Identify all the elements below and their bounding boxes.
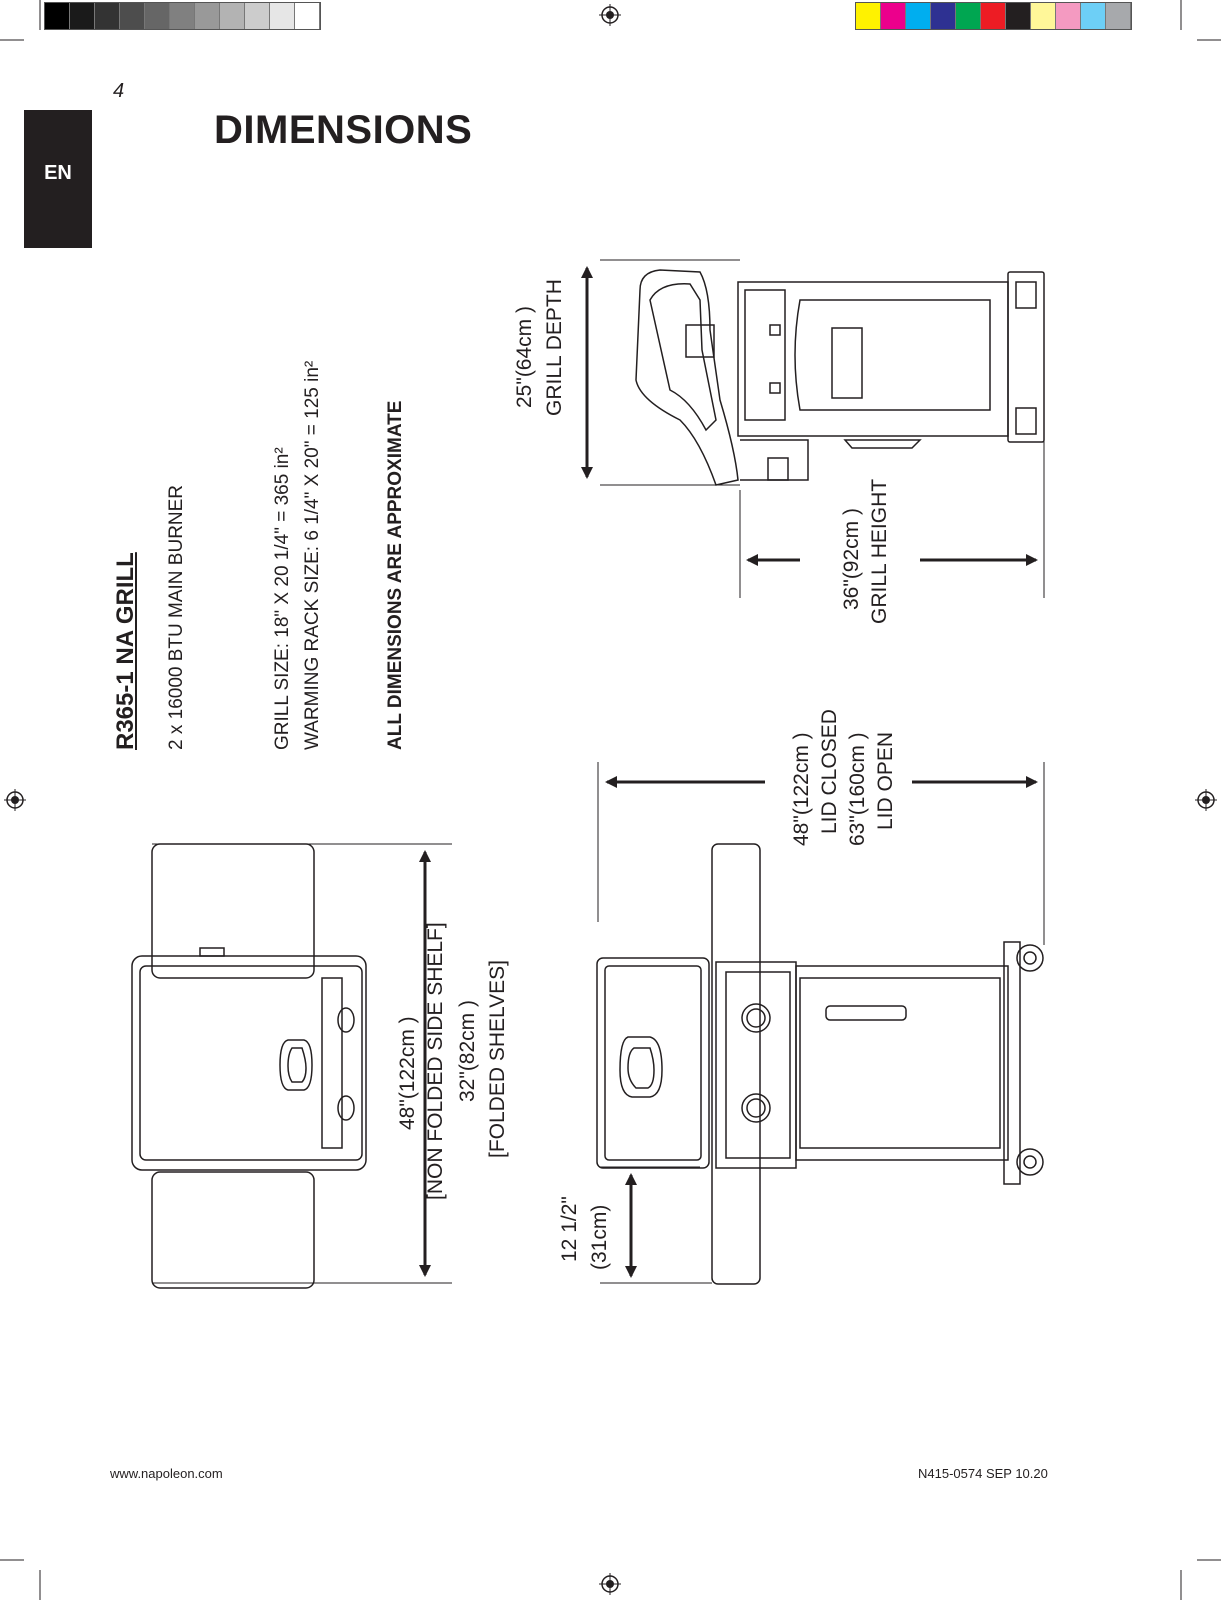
footer-doc-number: N415-0574 SEP 10.20 [918,1466,1048,1481]
height-label: GRILL HEIGHT [868,478,891,624]
top-view-drawing [132,844,366,1288]
lid-open-value: 63"(160cm ) [846,732,869,846]
width-value: 48"(122cm ) [396,1016,419,1130]
lid-closed-label: LID CLOSED [818,709,841,834]
width-label: [NON FOLDED SIDE SHELF] [424,922,447,1200]
language-label: EN [44,162,72,184]
burner-spec: 2 x 16000 BTU MAIN BURNER [166,484,187,750]
depth-value: 25"(64cm ) [513,306,536,408]
page-title: DIMENSIONS [214,108,473,152]
warming-rack-spec: WARMING RACK SIZE: 6 1/4" X 20" = 125 in² [302,360,323,750]
lid-open-label: LID OPEN [874,731,897,830]
folded-label: [FOLDED SHELVES] [486,959,509,1158]
approximate-note: ALL DIMENSIONS ARE APPROXIMATE [385,400,406,750]
depth-label: GRILL DEPTH [543,279,566,416]
folded-value: 32"(82cm ) [456,1000,479,1102]
lid-closed-value: 48"(122cm ) [790,732,813,846]
grill-size-spec: GRILL SIZE: 18" X 20 1/4" = 365 in² [272,447,293,750]
side-view-drawing [636,270,1044,485]
height-value: 36"(92cm ) [840,508,863,610]
shelf-drop-value: 12 1/2" [558,1196,581,1262]
page-number: 4 [113,80,125,102]
model-name: R365-1 NA GRILL [112,552,139,750]
front-view-drawing [597,844,1043,1284]
footer-website: www.napoleon.com [110,1466,223,1481]
shelf-drop-metric: (31cm) [588,1204,611,1270]
